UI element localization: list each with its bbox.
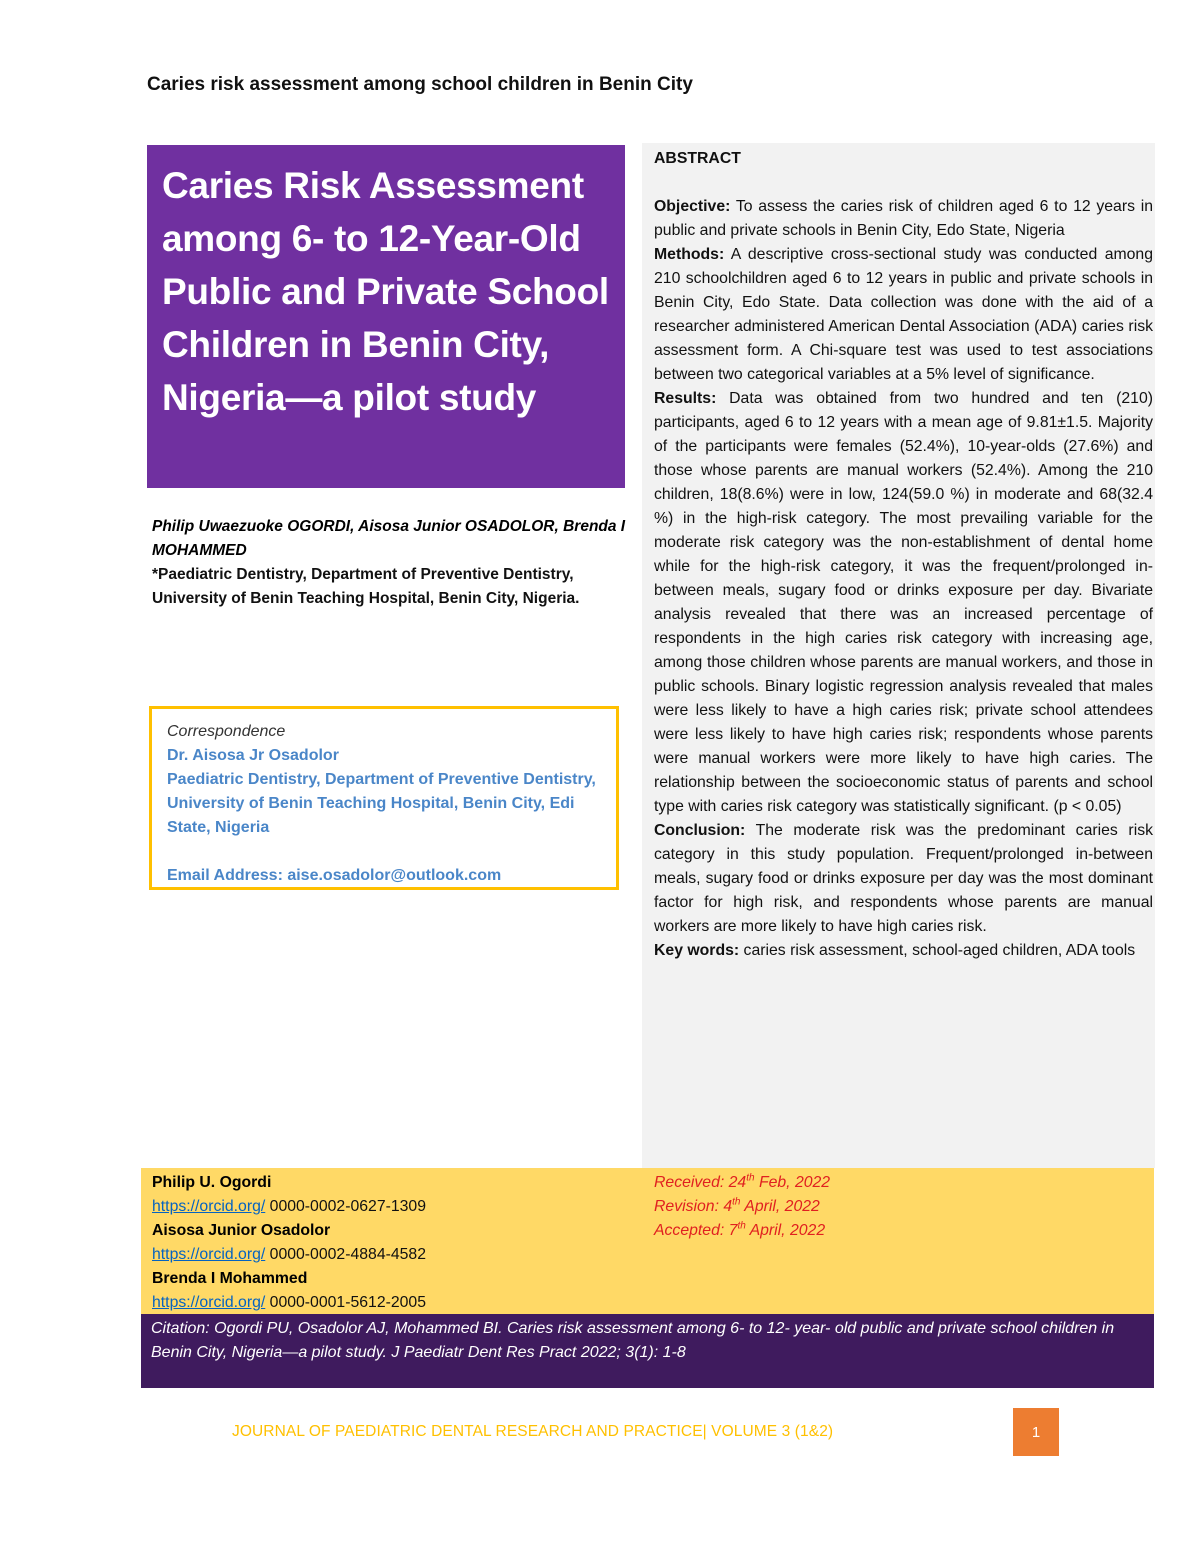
orcid-author-name: Aisosa Junior Osadolor: [152, 1222, 331, 1239]
correspondence-email[interactable]: Email Address: aise.osadolor@outlook.com: [167, 867, 502, 884]
abstract-conclusion: Conclusion: The moderate risk was the predominant caries risk category in this study population. Frequent/prolonged in-between meals, sugary food or drinks exposure per day was the most dominant factor for high risk, and respondents whose parents are manual workers are more likely to have high caries risk.: [654, 822, 1153, 935]
article-title: Caries Risk Assessment among 6- to 12-Year-Old Public and Private School Children in Benin City, Nigeria—a pilot study: [162, 165, 609, 418]
orcid-author-name: Philip U. Ogordi: [152, 1174, 272, 1191]
citation: Citation: Ogordi PU, Osadolor AJ, Mohammed BI. Caries risk assessment among 6- to 12- year- old public and private school children in Benin City, Nigeria—a pilot study. J Paediatr Dent Res Pract 2022; 3(1): 1-8: [141, 1314, 1154, 1388]
abstract-objective: Objective: To assess the caries risk of children aged 6 to 12 years in public and private schools in Benin City, Edo State, Nigeria: [654, 198, 1153, 239]
orcid-link[interactable]: https://orcid.org/: [152, 1198, 266, 1215]
abstract-keywords: Key words: caries risk assessment, school-aged children, ADA tools: [654, 942, 1136, 959]
orcid-link[interactable]: https://orcid.org/: [152, 1294, 266, 1311]
abstract-heading: ABSTRACT: [654, 150, 741, 167]
correspondence-name: Dr. Aisosa Jr Osadolor: [167, 747, 339, 764]
page-number: 1: [1013, 1408, 1059, 1456]
orcid-list: [152, 1171, 632, 1315]
author-affiliation: *Paediatric Dentistry, Department of Preventive Dentistry, University of Benin Teaching Hospital, Benin City, Nigeria.: [152, 566, 580, 607]
orcid-entry: https://orcid.org/ 0000-0001-5612-2005: [152, 1294, 427, 1311]
abstract-panel: [642, 143, 1155, 1168]
revision-date: Revision: 4th April, 2022: [654, 1196, 820, 1215]
title-box: [147, 145, 625, 488]
accepted-date: Accepted: 7th April, 2022: [654, 1220, 826, 1239]
footer-journal: JOURNAL OF PAEDIATRIC DENTAL RESEARCH AND PRACTICE| VOLUME 3 (1&2): [232, 1423, 834, 1440]
received-date: Received: 24th Feb, 2022: [654, 1172, 831, 1191]
author-names: Philip Uwaezuoke OGORDI, Aisosa Junior OSADOLOR, Brenda I MOHAMMED: [152, 518, 626, 559]
correspondence-heading: Correspondence: [167, 723, 286, 740]
orcid-link[interactable]: https://orcid.org/: [152, 1246, 266, 1263]
abstract-methods: Methods: A descriptive cross-sectional study was conducted among 210 schoolchildren aged 6 to 12 years in public and private schools in Benin City, Edo State. Data collection was done with the aid of a researcher administered American Dental Association (ADA) caries risk assessment form. A Chi-square test was used to test associations between two categorical variables at a 5% level of significance.: [654, 246, 1153, 383]
author-block: [152, 515, 627, 611]
correspondence-box: [149, 706, 619, 890]
orcid-entry: https://orcid.org/ 0000-0002-0627-1309: [152, 1198, 427, 1215]
running-head: Caries risk assessment among school children in Benin City: [147, 74, 693, 95]
orcid-entry: https://orcid.org/ 0000-0002-4884-4582: [152, 1246, 427, 1263]
orcid-author-name: Brenda I Mohammed: [152, 1270, 308, 1287]
correspondence-address: Paediatric Dentistry, Department of Preventive Dentistry, University of Benin Teaching Hospital, Benin City, Edi State, Nigeria: [167, 771, 596, 836]
abstract-results: Results: Data was obtained from two hundred and ten (210) participants, aged 6 to 12 years with a mean age of 9.81±1.5. Majority of the participants were females (52.4%), 10-year-olds (27.6%) and those whose parents are manual workers (52.4%). Among the 210 children, 18(8.6%) were in low, 124(59.0 %) in moderate and 68(32.4 %) in the high-risk category. The most prevailing variable for the moderate risk category was the non-establishment of dental home while for the high-risk category, it was the frequent/prolonged in-between meals, sugary food or drinks exposure per day. Bivariate analysis revealed that there was an increased percentage of respondents in the high caries risk category with increasing age, among those children whose parents are manual workers, and those in public schools. Binary logistic regression analysis revealed that males were less likely to have a high caries risk; private school attendees were less likely to have high caries risk; respondents whose parents were manual workers were more likely to have high caries. The relationship between the socioeconomic status of parents and school type with caries risk category was statistically significant. (p < 0.05): [654, 390, 1153, 815]
article-dates: [654, 1171, 1134, 1243]
